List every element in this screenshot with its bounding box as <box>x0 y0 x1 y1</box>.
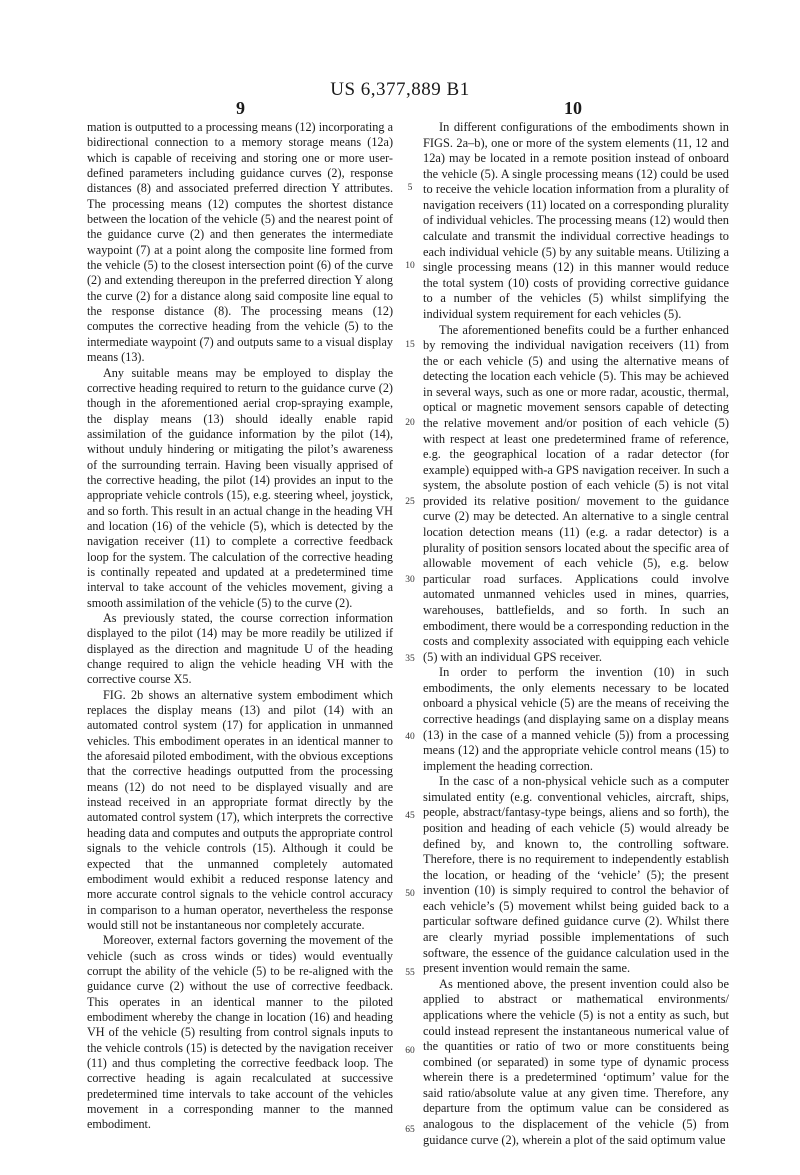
right-text-column <box>423 120 729 1148</box>
paragraph: Any suitable means may be employed to display the corrective heading required to return to the guidance curve (2) though in the aforementioned aerial crop-spraying example, the display means (13) should ideally enable rapid assimilation of the guidance information by the pilot (14), without unduly hindering or mitigating the pilot’s awareness of the surrounding terrain. Having been visually apprised of the corrective heading, the pilot (14) provides an input to the appropriate vehicle controls (15), e.g. steering wheel, joystick, and so forth. This result in an actual change in the heading VH and location (16) of the vehicle (5), which is detected by the navigation receiver (11) to complete a corrective feedback loop for the system. The calculation of the corrective heading is continally repeated and updated at a predetermined time interval to take account of the vehicles movement, giving a smooth assimilation of the vehicle (5) to the curve (2). <box>87 365 393 610</box>
left-text-column <box>87 120 393 1133</box>
right-column-number: 10 <box>564 98 582 118</box>
line-number: 45 <box>405 811 415 821</box>
line-number: 5 <box>407 183 413 193</box>
paragraph: In different configurations of the embodiments shown in FIGS. 2a–b), one or more of the system elements (11, 12 and 12a) may be located in a remote position instead of onboard the vehicle (5). A single processing means (12) could be used to receive the vehicle location information from a plurality of navigation receivers (11) located on a corresponding plurality of individual vehicles. The processing means (12) would then calculate and transmit the individual corrective headings to each individual vehicle (5) by any suitable means. Utilizing a single processing means (12) in this manner would reduce the total system (10) costs of providing corrective guidance to a number of the vehicles (5) whilst simplifying the individual system requirement for each vehicles (5). <box>423 120 729 321</box>
line-number: 35 <box>405 654 415 664</box>
line-number: 60 <box>405 1046 415 1056</box>
line-number: 65 <box>405 1125 415 1135</box>
paragraph: The aforementioned benefits could be a further enhanced by removing the individual navigation receivers (11) from the or each vehicle (5) and using the alternative means of detecting the location each vehicle (5). This may be achieved in several ways, such as one or more radar, acoustic, thermal, optical or magnetic movement sensors capable of detecting the relative movement and/or position of each vehicle (5) with respect at least one predetermined frame of reference, e.g. the geographical location of a radar detector (for example) equipped with-a GPS navigation receiver. In such a system, the absolute postion of each vehicle (5) is not vital provided its relative position/ movement to the guidance curve (2) may be detected. An alternative to a single central location detection means (11) (e.g. a radar detector) is a plurality of position sensors located about the specific area of allowable movement of each vehicle (5), e.g. below particular road surfaces. Applications could involve automated unmanned vehicles used in mines, quarries, warehouses, battlefields, and so forth. In such an embodiment, there would be a corresponding reduction in the costs and complexity associated with equipping each vehicle (5) with an individual GPS receiver. <box>423 322 729 664</box>
paragraph: In the casc of a non-physical vehicle such as a computer simulated entity (e.g. conventional vehicles, aircraft, ships, people, abstract/fantasy-type beings, aliens and so forth), the position and heading of each vehicle (5) would already be defined by, and known to, the controlling software. Therefore, there is no requirement to independently establish the location, or heading of the ‘vehicle’ (5); the present invention (10) is simply required to control the behavior of each vehicle’s (5) movement whilst being guided back to a particular software defined guidance curve (2). Whilst there are clearly myriad possible implementations of such software, the essence of the guidance calculation used in the present invention would remain the same. <box>423 774 729 976</box>
line-number: 55 <box>405 968 415 978</box>
line-number: 10 <box>405 261 415 271</box>
line-number: 25 <box>405 497 415 507</box>
patent-number: US 6,377,889 B1 <box>330 79 470 100</box>
paragraph: As mentioned above, the present invention could also be applied to abstract or mathematical environments/ applications where the vehicle (5) is not a entity as such, but could instead represent the instantaneous numerical value of the quantities or ratio of two or more constituents being combined (or separated) in some type of dynamic process wherein there is a predetermined ‘optimum’ value for the said ratio/absolute value at any given time. Therefore, any departure from the optimum value can be considered as analogous to the displacement of the vehicle (5) from guidance curve (2), wherein a plot of the said optimum value <box>423 976 729 1147</box>
paragraph: FIG. 2b shows an alternative system embodiment which replaces the display means (13) and pilot (14) with an automated control system (17) for application in unmanned vehicles. This embodiment operates in an identical manner to the aforesaid piloted embodiment, with the obvious exceptions that the corrective headings outputted from the processing means (12) do not need to be displayed visually and are instead received in an appropriate format directly by the automated control system (17), which interprets the corrective heading data and computes and outputs the appropriate control signals to the vehicle controls (15). Although it could be expected that the unmanned completely automated embodiment would exhibit a reduced response latency and more accurate control signals to the vehicle control accuracy in comparison to a human operator, nevertheless the response would still not be instantaneous nor completely accurate. <box>87 687 393 932</box>
paragraph: Moreover, external factors governing the movement of the vehicle (such as cross winds or tides) would eventually corrupt the ability of the vehicle (5) to be re-aligned with the guidance curve (2) without the use of corrective feedback. This operates in an identical manner to the piloted embodiment whereby the change in location (16) and heading VH of the vehicle (5) resulting from control signals inputs to the vehicle controls (15) is detected by the navigation receiver (11) and thus completing the corrective feedback loop. The corrective heading is again recalculated at successive predetermined time intervals to take account of the vehicles movement in a corresponding manner to the manned embodiment. <box>87 933 393 1132</box>
line-number: 15 <box>405 340 415 350</box>
line-number: 50 <box>405 889 415 899</box>
line-number: 30 <box>405 575 415 585</box>
paragraph: In order to perform the invention (10) in such embodiments, the only elements necessary to be located onboard a physical vehicle (5) are the means of receiving the corrective headings (and displaying same on a display means (13) in the case of a manned vehicle (5)) from a processing means (12) and the appropriate vehicle control means (15) to implement the heading correction. <box>423 665 729 773</box>
left-column-number: 9 <box>236 98 245 118</box>
paragraph: mation is outputted to a processing means (12) incorporating a bidirectional connection to a memory storage means (12a) which is capable of receiving and storing one or more user-defined parameters including guidance curves (2), response distances (8) and associated preferred direction Y attributes. The processing means (12) computes the shortest distance between the location of the vehicle (5) and the nearest point of the guidance curve (2) and then generates the intermediate waypoint (7) at a point along the composite line formed from the vehicle (5) to the closest intersection point (6) of the curve (2) and extending thereupon in the preferred direction Y along the curve (2) for a distance along said composite line equal to the response distance (8). The processing means (12) computes the corrective heading from the vehicle (5) to the intermediate waypoint (7) and outputs same to a visual display means (13). <box>87 120 393 365</box>
paragraph: As previously stated, the course correction information displayed to the pilot (14) may be more readily be utilized if displayed as the direction and magnitude U of the heading change required to align the vehicle heading VH with the corrective course X5. <box>87 611 393 687</box>
line-number: 40 <box>405 732 415 742</box>
line-number-gutter <box>401 120 419 1170</box>
line-number: 20 <box>405 418 415 428</box>
